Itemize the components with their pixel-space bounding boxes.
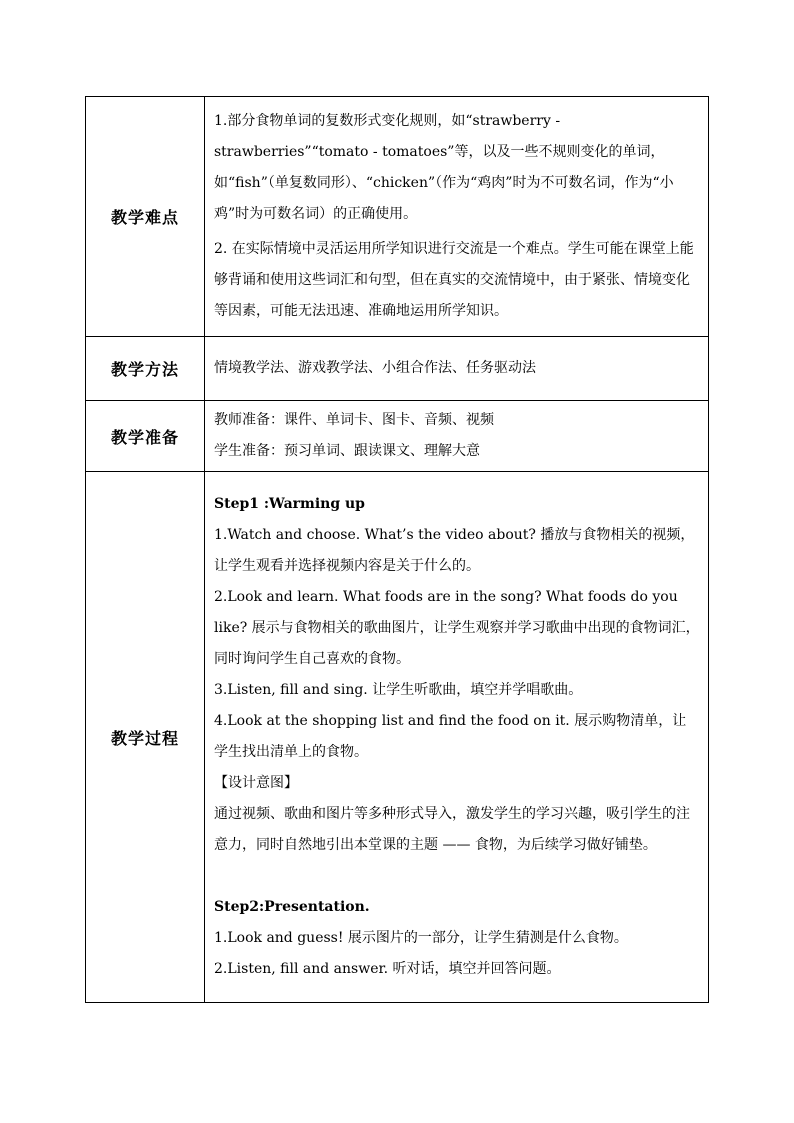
row-methods bbox=[86, 337, 709, 401]
step2-item: 1.Look and guess! 展示图片的一部分，让学生猜测是什么食物。 bbox=[214, 930, 628, 946]
content-difficulty bbox=[205, 97, 709, 337]
row-difficulty bbox=[86, 97, 709, 337]
content-preparation bbox=[205, 401, 709, 472]
step1-item: 4.Look at the shopping list and find the food on it. 展示购物清单，让学生找出清单上的食物。 bbox=[214, 713, 687, 760]
content-methods: 情境教学法、游戏教学法、小组合作法、任务驱动法 bbox=[205, 337, 709, 401]
label-difficulty: 教学难点 bbox=[86, 97, 205, 337]
step1-title: Step1 :Warming up bbox=[214, 496, 365, 512]
difficulty-point-2: 2. 在实际情境中灵活运用所学知识进行交流是一个难点。学生可能在课堂上能够背诵和使用这些词汇和句型，但在真实的交流情境中，由于紧张、情境变化等因素，可能无法迅速、准确地运用所学知识。 bbox=[214, 241, 694, 319]
design-intent-text: 通过视频、歌曲和图片等多种形式导入，激发学生的学习兴趣，吸引学生的注意力，同时自然地引出本堂课的主题 —— 食物，为后续学习做好铺垫。 bbox=[214, 806, 690, 853]
lesson-plan-table bbox=[85, 96, 709, 1003]
step1-item: 1.Watch and choose. What’s the video about? 播放与食物相关的视频，让学生观看并选择视频内容是关于什么的。 bbox=[214, 527, 695, 574]
step1-item: 3.Listen, fill and sing. 让学生听歌曲，填空并学唱歌曲。 bbox=[214, 682, 583, 698]
step2-item: 2.Listen, fill and answer. 听对话，填空并回答问题。 bbox=[214, 961, 561, 977]
difficulty-point-1: 1.部分食物单词的复数形式变化规则，如“strawberry - strawberries”“tomato - tomatoes”等，以及一些不规则变化的单词，如“fish”（单复数同形）、“chicken”（作为“鸡肉”时为不可数名词，作为“小鸡”时为可数名词）的正确使用。 bbox=[214, 113, 674, 222]
row-process bbox=[86, 472, 709, 1003]
content-process bbox=[205, 472, 709, 1003]
label-methods: 教学方法 bbox=[86, 337, 205, 401]
spacer bbox=[214, 861, 700, 892]
label-process: 教学过程 bbox=[86, 472, 205, 1003]
step2-title: Step2:Presentation. bbox=[214, 899, 370, 915]
design-intent-title: 【设计意图】 bbox=[214, 775, 298, 791]
row-preparation bbox=[86, 401, 709, 472]
label-preparation: 教学准备 bbox=[86, 401, 205, 472]
teacher-preparation: 教师准备：课件、单词卡、图卡、音频、视频 bbox=[214, 412, 494, 428]
step1-item: 2.Look and learn. What foods are in the song? What foods do you like? 展示与食物相关的歌曲图片，让学生观察并学习歌曲中出现的食物词汇，同时询问学生自己喜欢的食物。 bbox=[214, 589, 700, 667]
student-preparation: 学生准备：预习单词、跟读课文、理解大意 bbox=[214, 443, 480, 459]
